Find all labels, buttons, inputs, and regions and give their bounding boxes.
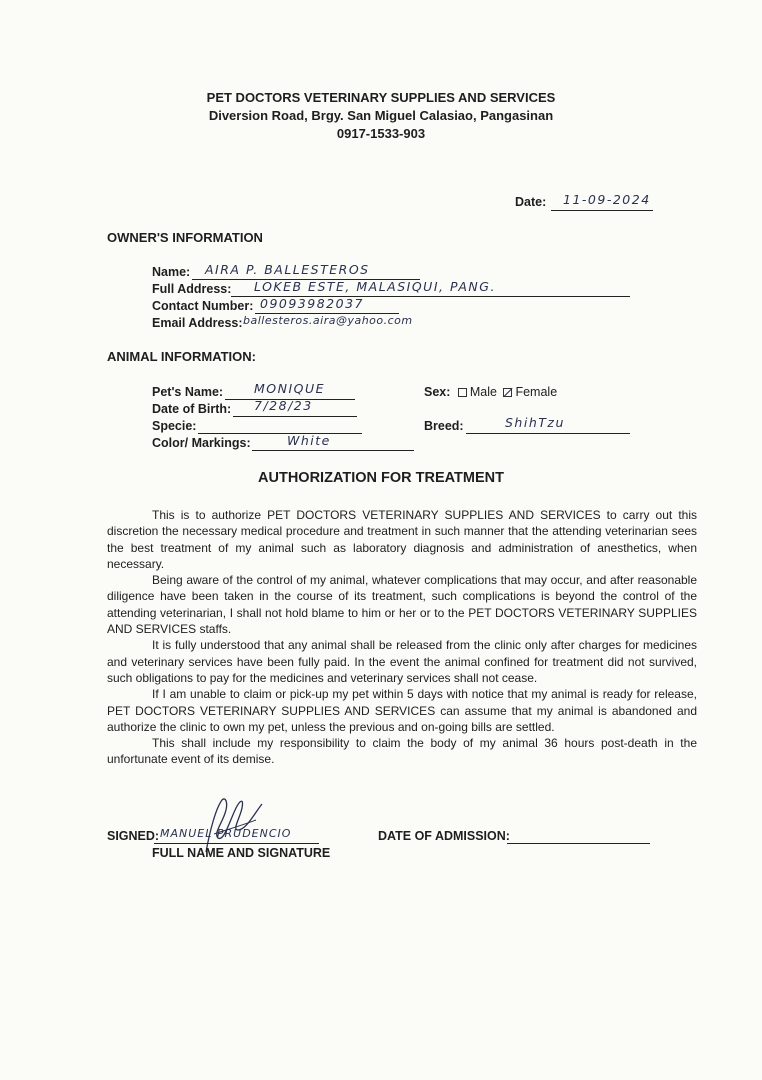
owner-address-label: Full Address: xyxy=(152,282,232,296)
specie-line xyxy=(198,419,362,434)
color-value: White xyxy=(287,433,331,448)
email-label: Email Address: xyxy=(152,316,243,330)
admission-date-label: DATE OF ADMISSION: xyxy=(378,829,510,843)
sex-field xyxy=(424,385,557,399)
signature-caption: FULL NAME AND SIGNATURE xyxy=(152,846,331,860)
signed-name-value: MANUEL PRUDENCIO xyxy=(160,827,292,840)
animal-heading: ANIMAL INFORMATION: xyxy=(107,349,256,364)
male-option-label: Male xyxy=(469,385,497,399)
female-option-label: Female xyxy=(515,385,558,399)
owner-name-label: Name: xyxy=(152,265,191,279)
date-label: Date: xyxy=(515,195,547,209)
male-checkbox[interactable] xyxy=(458,388,467,397)
dob-label: Date of Birth: xyxy=(152,402,232,416)
authorization-paragraph: This shall include my responsibility to claim the body of my animal 36 hours post-death in the unfortunate event of its demise. xyxy=(107,736,697,767)
owner-name-value: AIRA P. BALLESTEROS xyxy=(205,262,370,277)
breed-label: Breed: xyxy=(424,419,464,433)
email-value: ballesteros.aira@yahoo.com xyxy=(243,314,413,327)
authorization-body xyxy=(107,507,697,768)
dob-value: 7/28/23 xyxy=(254,398,313,413)
pet-name-label: Pet's Name: xyxy=(152,385,224,399)
authorization-paragraph: Being aware of the control of my animal, whatever complications that may occur, and after reasonable diligence have been taken in the course of its treatment, such complications is beyond the control of the attending veterinarian, I shall not hold blame to him or her or to the PET DOCTORS VETERINARY SUPPLIES AND SERVICES staffs. xyxy=(107,573,697,637)
female-checkbox[interactable] xyxy=(503,388,512,397)
color-line xyxy=(252,436,414,451)
authorization-paragraph: If I am unable to claim or pick-up my pet within 5 days with notice that my animal is ready for release, PET DOCTORS VETERINARY SUPPLIES AND SERVICES can assume that my animal is abandoned and authorize the clinic to own my pet, unless the previous and on-going bills are settled. xyxy=(107,687,697,734)
owner-heading: OWNER'S INFORMATION xyxy=(107,230,263,245)
pet-name-value: MONIQUE xyxy=(254,381,326,396)
sex-label: Sex: xyxy=(424,385,451,399)
color-label: Color/ Markings: xyxy=(152,436,251,450)
owner-address-value: LOKEB ESTE, MALASIQUI, PANG. xyxy=(254,279,496,294)
company-name: PET DOCTORS VETERINARY SUPPLIES AND SERVICES xyxy=(206,90,556,105)
contact-number-value: 09093982037 xyxy=(260,296,364,311)
authorization-paragraph: It is fully understood that any animal shall be released from the clinic only after charges for medicines and veterinary services have been fully paid. In the event the animal confined for treatment did not survived, such obligations to pay for the medicines and veterinary services shall not cease. xyxy=(107,638,697,685)
company-address: Diversion Road, Brgy. San Miguel Calasiao, Pangasinan xyxy=(208,108,554,123)
authorization-title: AUTHORIZATION FOR TREATMENT xyxy=(258,470,504,486)
signed-label: SIGNED: xyxy=(107,829,160,843)
authorization-paragraph: This is to authorize PET DOCTORS VETERINARY SUPPLIES AND SERVICES to carry out this discretion the necessary medical procedure and treatment in such manner that the attending veterinarian sees the best treatment of my animal such as laboratory diagnosis and administration of anesthetics, when necessary. xyxy=(107,508,697,571)
company-phone: 0917-1533-903 xyxy=(336,126,426,141)
date-value: 11-09-2024 xyxy=(563,192,651,207)
specie-label: Specie: xyxy=(152,419,197,433)
breed-value: ShihTzu xyxy=(505,415,565,430)
admission-date-line xyxy=(507,829,650,844)
contact-number-label: Contact Number: xyxy=(152,299,254,313)
